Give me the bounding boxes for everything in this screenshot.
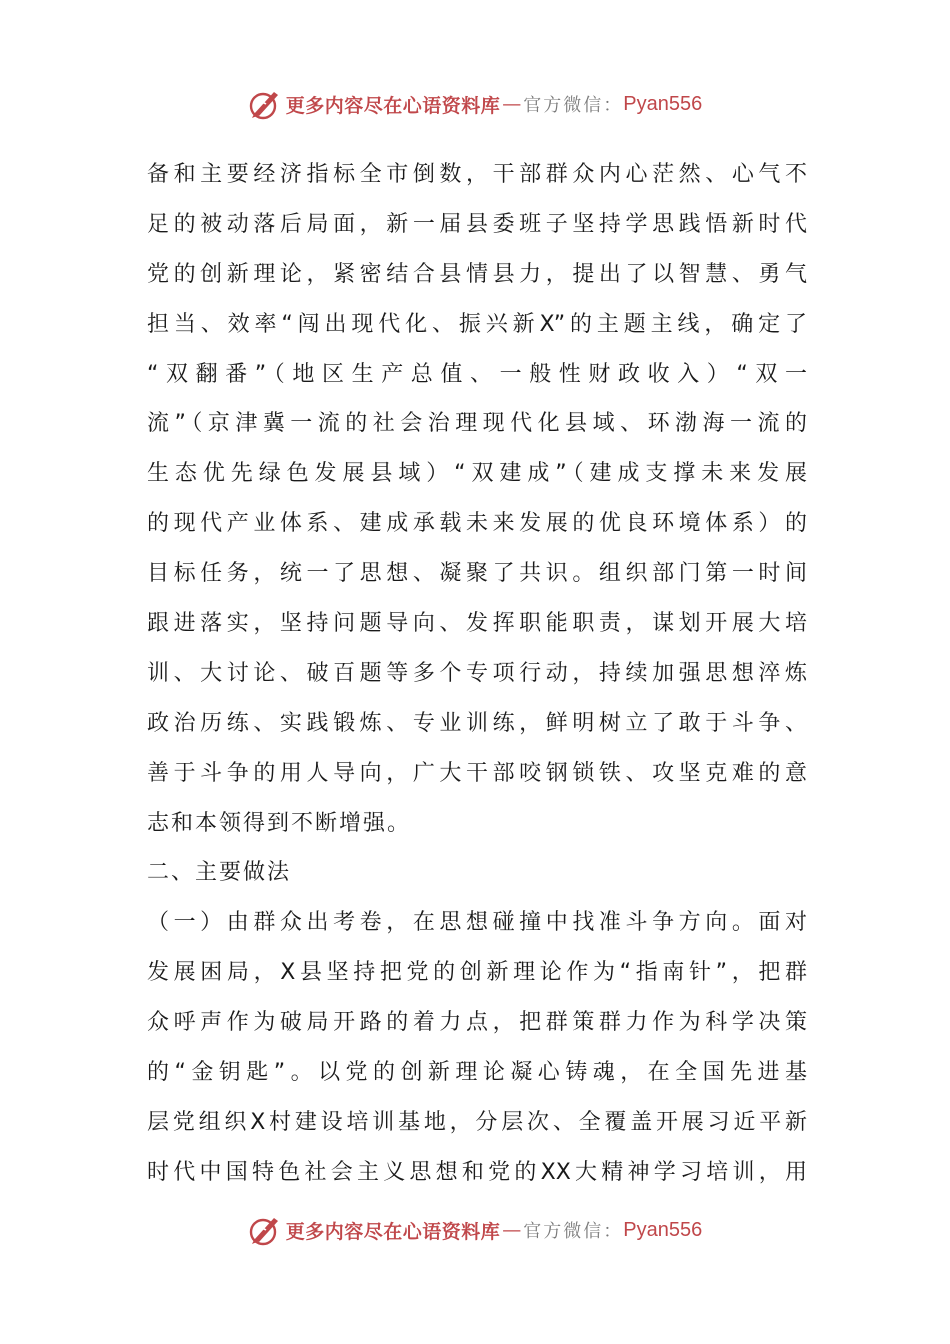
body-line: 政治历练、实践锻炼、专业训练，鲜明树立了敢于斗争、 bbox=[147, 710, 807, 736]
body-line: 党的创新理论，紧密结合县情县力，提出了以智慧、勇气 bbox=[147, 261, 807, 287]
body-line: 善于斗争的用人导向，广大干部咬钢锁铁、攻坚克难的意 bbox=[147, 760, 807, 786]
body-line: 备和主要经济指标全市倒数，干部群众内心茫然、心气不 bbox=[147, 162, 807, 187]
pen-logo-icon bbox=[248, 87, 282, 121]
body-line: 跟进落实，坚持问题导向、发挥职能职责，谋划开展大培 bbox=[147, 611, 807, 637]
header-separator: — bbox=[502, 93, 522, 115]
body-line: 的“金钥匙”。以党的创新理论凝心铸魂，在全国先进基 bbox=[147, 1060, 807, 1086]
header-wechat-id: Pyan556 bbox=[623, 92, 703, 115]
body-line: 志和本领得到不断增强。 bbox=[147, 810, 412, 836]
header-title: 更多内容尽在心语资料库 bbox=[285, 94, 501, 117]
body-line: 发展困局，X县坚持把党的创新理论作为“指南针”，把群 bbox=[147, 960, 807, 986]
footer-separator: — bbox=[502, 1219, 522, 1241]
body-line: 训、大讨论、破百题等多个专项行动，持续加强思想淬炼 bbox=[147, 660, 807, 686]
body-line: 流”（京津冀一流的社会治理现代化县域、环渤海一流的 bbox=[147, 411, 807, 437]
header-subtitle: 官方微信： bbox=[523, 95, 624, 116]
body-line: （一）由群众出考卷，在思想碰撞中找准斗争方向。面对 bbox=[147, 910, 807, 936]
document-body bbox=[147, 150, 807, 1198]
body-line: 众呼声作为破局开路的着力点，把群策群力作为科学决策 bbox=[147, 1010, 807, 1036]
body-line: 目标任务，统一了思想、凝聚了共识。组织部门第一时间 bbox=[147, 561, 807, 587]
body-line: “双翻番”（地区生产总值、一般性财政收入）“双一 bbox=[147, 361, 807, 387]
body-line: 时代中国特色社会主义思想和党的XX大精神学习培训，用 bbox=[147, 1159, 807, 1185]
footer-wechat-id: Pyan556 bbox=[623, 1218, 703, 1241]
header-banner bbox=[0, 84, 950, 124]
body-line: 的现代产业体系、建成承载未来发展的优良环境体系）的 bbox=[147, 511, 807, 537]
footer-subtitle: 官方微信： bbox=[523, 1221, 624, 1242]
body-line: 足的被动落后局面，新一届县委班子坚持学思践悟新时代 bbox=[147, 211, 807, 237]
pen-logo-icon bbox=[248, 1213, 282, 1247]
footer-title: 更多内容尽在心语资料库 bbox=[285, 1220, 501, 1243]
body-line: 生态优先绿色发展县域）“双建成”（建成支撑未来发展 bbox=[147, 461, 807, 487]
body-line: 担当、效率“闯出现代化、振兴新X”的主题主线，确定了 bbox=[147, 311, 807, 337]
body-line: 层党组织X村建设培训基地，分层次、全覆盖开展习近平新 bbox=[147, 1109, 807, 1135]
footer-banner bbox=[0, 1210, 950, 1250]
section-heading: 二、主要做法 bbox=[147, 860, 292, 886]
